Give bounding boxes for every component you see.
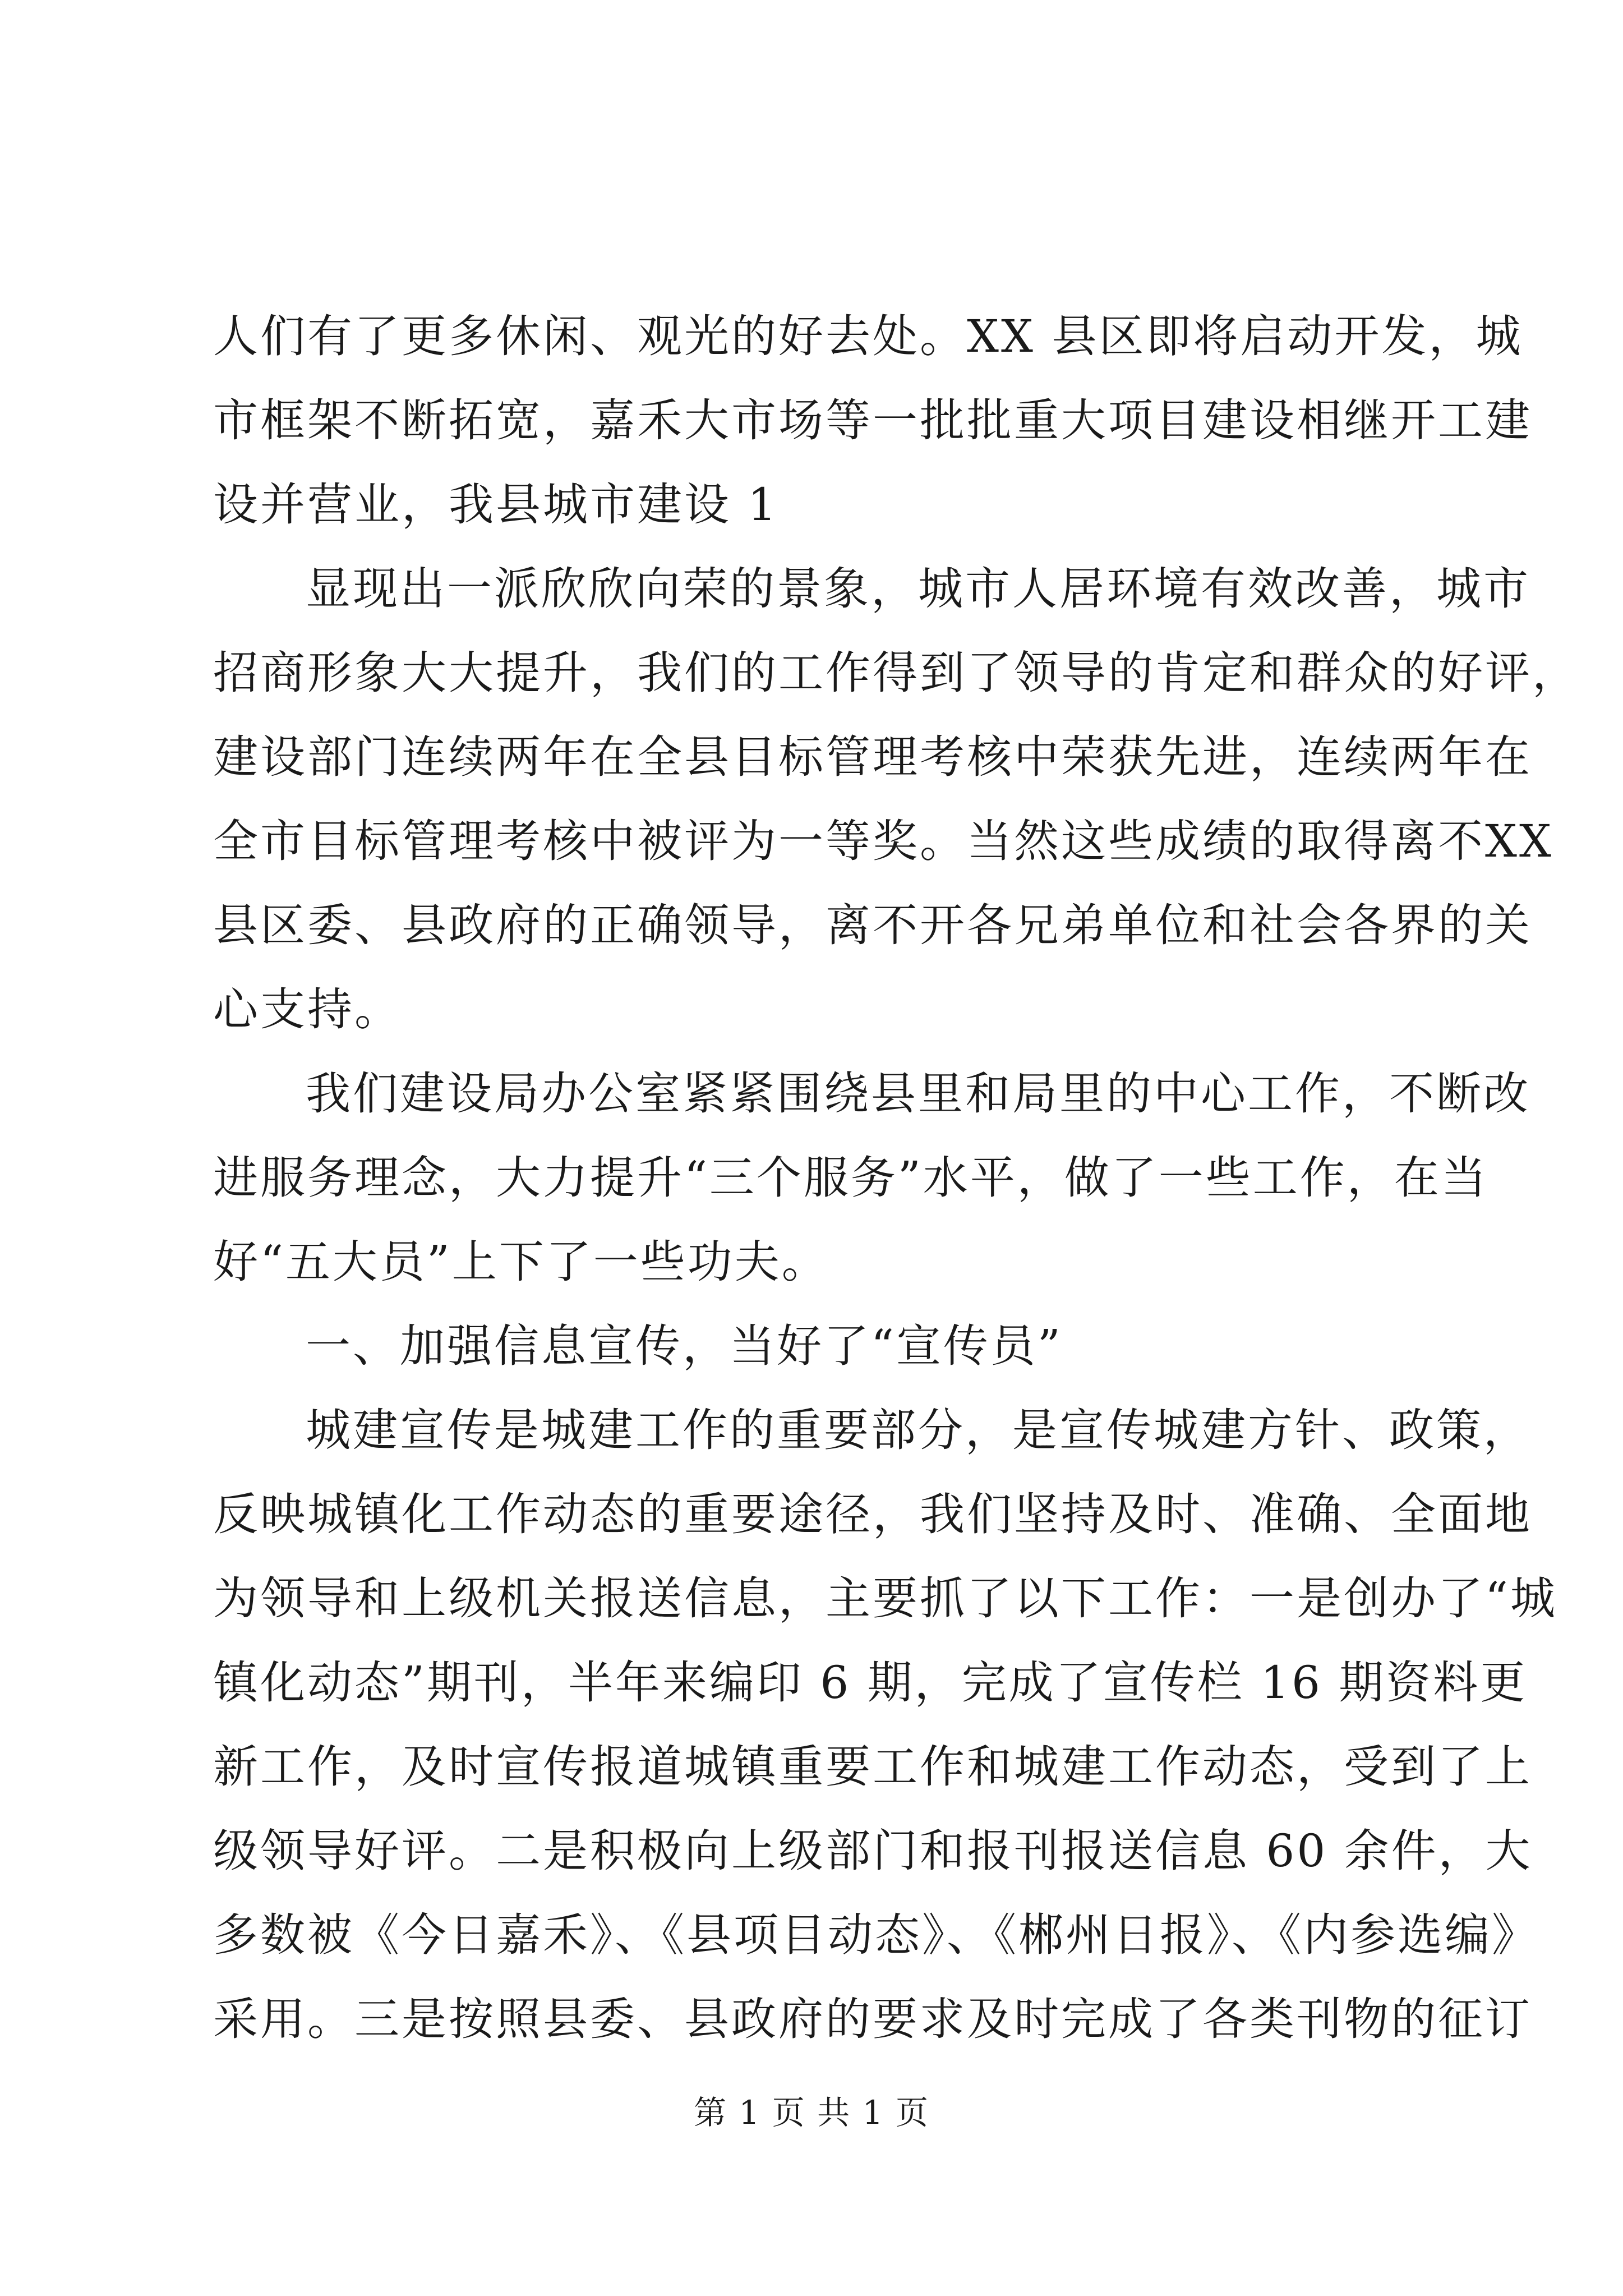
text-line-16: 为领导和上级机关报送信息，主要抓了以下工作：一是创办了“城 bbox=[213, 1572, 1557, 1625]
text-line-7: 全市目标管理考核中被评为一等奖。当然这些成绩的取得离不XX bbox=[213, 815, 1553, 867]
text-line-2: 市框架不断拓宽，嘉禾大市场等一批批重大项目建设相继开工建 bbox=[213, 394, 1532, 447]
text-line-17: 镇化动态”期刊，半年来编印 6 期，完成了宣传栏 16 期资料更 bbox=[213, 1657, 1528, 1709]
text-line-1: 人们有了更多休闲、观光的好去处。XX 县区即将启动开发，城 bbox=[213, 310, 1523, 362]
text-line-5: 招商形象大大提升，我们的工作得到了领导的肯定和群众的好评， bbox=[213, 647, 1579, 699]
text-line-3: 设并营业，我县城市建设 1 bbox=[213, 478, 779, 531]
section-heading: 一、加强信息宣传，当好了“宣传员” bbox=[306, 1320, 1063, 1372]
text-line-19: 级领导好评。二是积极向上级部门和报刊报送信息 60 余件，大 bbox=[213, 1825, 1533, 1877]
text-line-20: 多数被《今日嘉禾》、《县项目动态》、《郴州日报》、《内参选编》 bbox=[213, 1909, 1539, 1961]
text-line-14: 城建宣传是城建工作的重要部分，是宣传城建方针、政策， bbox=[306, 1404, 1530, 1456]
text-line-6: 建设部门连续两年在全县目标管理考核中荣获先进，连续两年在 bbox=[213, 731, 1532, 783]
page-footer: 第 1 页 共 1 页 bbox=[694, 2093, 929, 2132]
text-line-18: 新工作，及时宣传报道城镇重要工作和城建工作动态，受到了上 bbox=[213, 1741, 1532, 1793]
text-line-10: 我们建设局办公室紧紧围绕县里和局里的中心工作，不断改 bbox=[306, 1068, 1530, 1120]
text-line-4: 显现出一派欣欣向荣的景象，城市人居环境有效改善，城市 bbox=[306, 563, 1530, 615]
text-line-8: 县区委、县政府的正确领导，离不开各兄弟单位和社会各界的关 bbox=[213, 899, 1532, 951]
text-line-15: 反映城镇化工作动态的重要途径，我们坚持及时、准确、全面地 bbox=[213, 1488, 1532, 1540]
text-line-11: 进服务理念，大力提升“三个服务”水平，做了一些工作，在当 bbox=[213, 1152, 1488, 1204]
text-line-9: 心支持。 bbox=[213, 983, 402, 1036]
text-line-21: 采用。三是按照县委、县政府的要求及时完成了各类刊物的征订 bbox=[213, 1993, 1532, 2045]
text-line-12: 好“五大员”上下了一些功夫。 bbox=[213, 1236, 829, 1288]
